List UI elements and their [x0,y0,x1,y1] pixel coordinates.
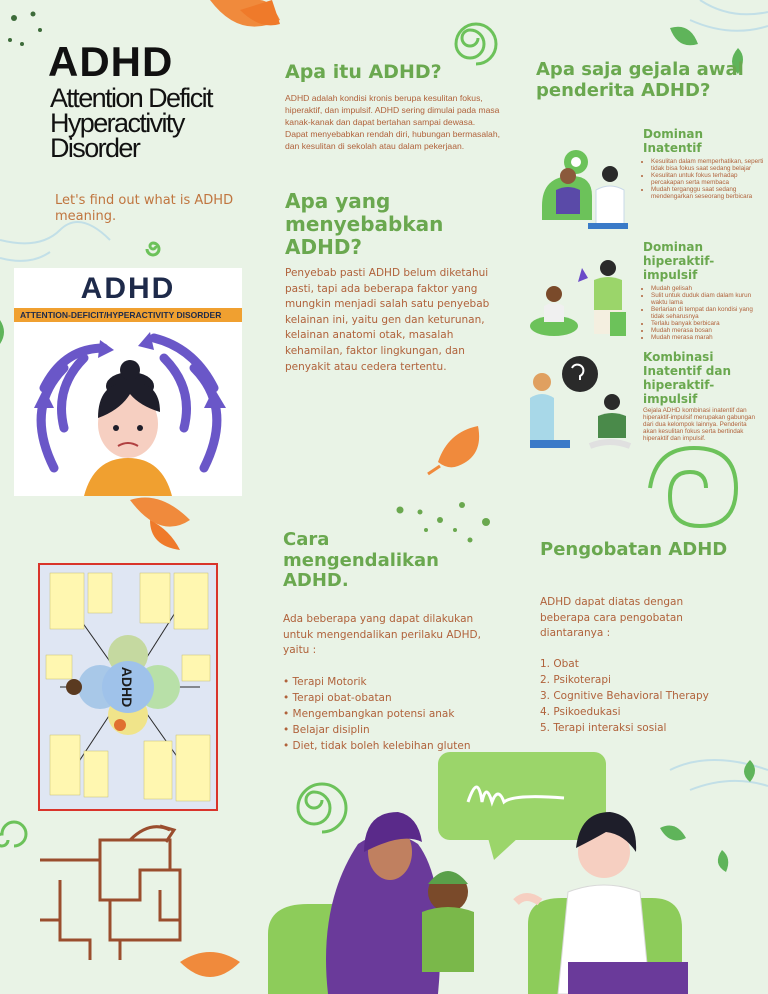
symptom-heading-hyperactive: Dominan hiperaktif-impulsif [643,240,715,282]
list-item: • Mudah gelisah [651,285,766,292]
image-strip: ATTENTION-DEFICIT/HYPERACTIVITY DISORDER [14,308,242,322]
leaf-icon [428,426,479,474]
treatment-intro: ADHD dapat diatas dengan beberapa cara pengobatan diantaranya : [540,596,684,639]
list-item: • Terapi Motorik [283,674,493,690]
treatment-list [540,656,760,736]
list-item: • Mudah terganggu saat sedang mendengarkan seseorang berbicara [651,186,766,200]
list-item: • Mudah merasa marah [651,334,766,341]
cause-body: Penyebab pasti ADHD belum diketahui pasti, tapi ada beberapa faktor yang mungkin menjadi salah satu penyebab kelainan ini, yaitu gen dan keturunan, kelainan anatomi otak, masalah kehamilan, faktor lingkungan, dan penyakit atau cedera tertentu. [285,267,490,373]
leaf-icon [210,0,280,27]
list-item: • Sulit untuk duduk diam dalam kurun waktu lama [651,292,766,306]
leaf-icon [180,952,240,977]
list-item: • Berlarian di tempat dan kondisi yang tidak seharusnya [651,306,766,320]
image-title: ADHD [80,272,176,305]
list-item: • Terapi obat-obatan [283,690,493,706]
list-item: 3. Cognitive Behavioral Therapy [540,690,709,702]
maze-icon [40,826,180,960]
adhd-illustration [14,268,242,496]
control-intro: Ada beberapa yang dapat dilakukan untuk mengendalikan perilaku ADHD, yaitu : [283,613,481,656]
list-item: 4. Psikoedukasi [540,706,621,718]
symptom-heading-inattentive: Dominan Inatentif [643,127,704,155]
therapy-session-icon [536,146,636,234]
control-list [283,674,493,754]
symptom-text-combined: Gejala ADHD kombinasi inatentif dan hiperaktif-impulsif merupakan gabungan dari dua kelompok lainnya. Penderita akan kesulitan fokus serta bertindak hiperaktif dan impulsif. [643,407,756,442]
playing-child-icon [528,254,632,340]
list-item: 2. Psikoterapi [540,674,611,686]
treatment-title: Pengobatan ADHD [540,539,728,560]
symptom-heading-combined: Kombinasi Inatentif dan hiperaktif-impulsif [643,350,732,406]
control-title: Cara mengendalikan ADHD. [283,529,439,592]
list-item: • Kesulitan dalam memperhatikan, seperti tidak bisa fokus saat sedang belajar [651,158,766,172]
list-item: 1. Obat [540,658,579,670]
page-title: ADHD [48,38,174,85]
list-item: • Kesulitan untuk fokus terhadap percakapan serta membaca [651,172,766,186]
list-item: • Diet, tidak boleh kelebihan gluten [283,738,493,754]
mindmap-diagram [40,565,216,809]
mindmap-center: ADHD [119,666,135,708]
list-item: 5. Terapi interaksi sosial [540,722,667,734]
counseling-illustration [268,752,768,994]
what-body: ADHD adalah kondisi kronis berupa kesulitan fokus, hiperaktif, dan impulsif. ADHD sering dimulai pada masa kanak-kanak dan dapat bertahan sampai dewasa. Dapat menyebabkan rendah diri, hubungan bermasalah, dan kesulitan di sekolah atau dalam pekerjaan. [285,93,500,151]
symptom-list-inattentive [643,158,766,200]
cause-title: Apa yang menyebabkan ADHD? [285,189,444,259]
list-item: • Belajar disiplin [283,722,493,738]
what-title: Apa itu ADHD? [285,61,442,83]
list-item: • Mudah merasa bosan [651,327,766,334]
confused-girl-icon [14,268,242,496]
list-item: • Mengembangkan potensi anak [283,706,493,722]
symptom-list-hyperactive [643,285,766,341]
adhd-mindmap-image [38,563,218,811]
tagline: Let's find out what is ADHD meaning. [55,193,234,224]
leaf-icon [130,498,190,551]
list-item: • Terlalu banyak berbicara [651,320,766,327]
symptoms-title: Apa saja gejala awal penderita ADHD? [536,59,744,101]
conversation-icon [528,354,632,454]
page-subtitle: Attention Deficit Hyperactivity Disorder [50,83,212,163]
